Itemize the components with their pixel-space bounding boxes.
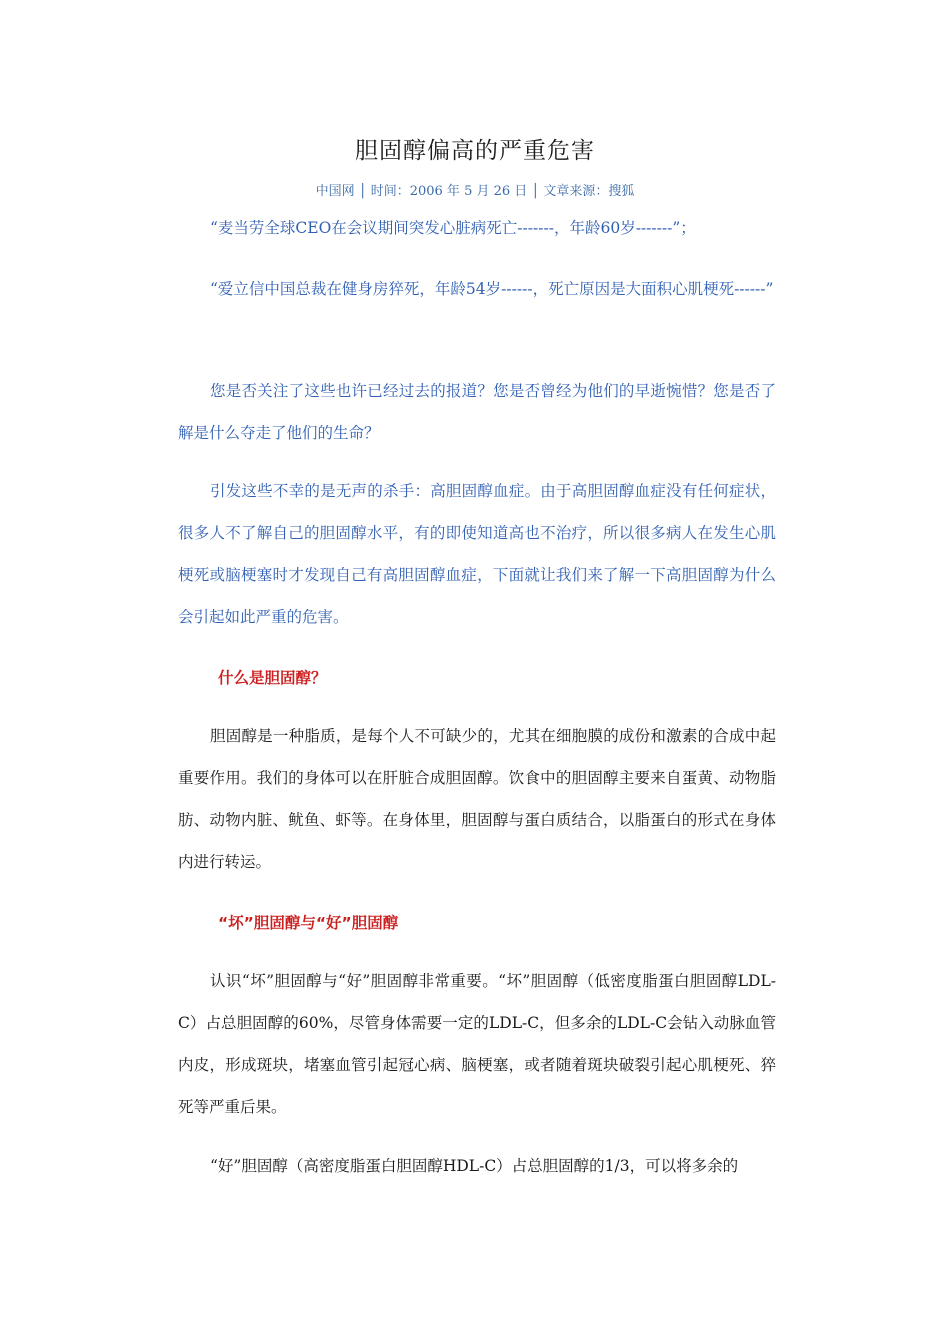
cholesterol-definition-paragraph: 胆固醇是一种脂质，是每个人不可缺少的，尤其在细胞膜的成份和激素的合成中起重要作用。我们的身体可以在肝脏合成胆固醇。饮食中的胆固醇主要来自蛋黄、动物脂肪、动物内脏、鱿鱼、虾等。在身体里，胆固醇与蛋白质结合，以脂蛋白的形式在身体内进行转运。 [178, 727, 776, 871]
good-cholesterol-paragraph: “好”胆固醇（高密度脂蛋白胆固醇HDL-C）占总胆固醇的1/3，可以将多余的 [210, 1157, 739, 1175]
section-heading-what-is-cholesterol: 什么是胆固醇？ [218, 669, 327, 687]
quote-paragraph-2: “爱立信中国总裁在健身房猝死，年龄54岁------，死亡原因是大面积心肌梗死------” [210, 280, 774, 298]
article-meta: 中国网 │ 时间：2006 年 5 月 26 日 │ 文章来源：搜狐 [315, 184, 635, 199]
intro-paragraph: 引发这些不幸的是无声的杀手：高胆固醇血症。由于高胆固醇血症没有任何症状，很多人不了解自己的胆固醇水平，有的即使知道高也不治疗，所以很多病人在发生心肌梗死或脑梗塞时才发现自己有高胆固醇血症，下面就让我们来了解一下高胆固醇为什么会引起如此严重的危害。 [178, 482, 776, 626]
question-paragraph: 您是否关注了这些也许已经过去的报道？您是否曾经为他们的早逝惋惜？您是否了解是什么夺走了他们的生命？ [178, 382, 776, 442]
quote-paragraph-1: “麦当劳全球CEO在会议期间突发心脏病死亡-------，年龄60岁-------”； [210, 219, 696, 237]
section-heading-bad-good-cholesterol: “坏”胆固醇与“好”胆固醇 [218, 914, 399, 932]
bad-cholesterol-paragraph: 认识“坏”胆固醇与“好”胆固醇非常重要。“坏”胆固醇（低密度脂蛋白胆固醇LDL-C）占总胆固醇的60%，尽管身体需要一定的LDL-C，但多余的LDL-C会钻入动脉血管内皮，形成斑块，堵塞血管引起冠心病、脑梗塞，或者随着斑块破裂引起心肌梗死、猝死等严重后果。 [178, 972, 776, 1116]
article-title: 胆固醇偏高的严重危害 [355, 138, 595, 164]
